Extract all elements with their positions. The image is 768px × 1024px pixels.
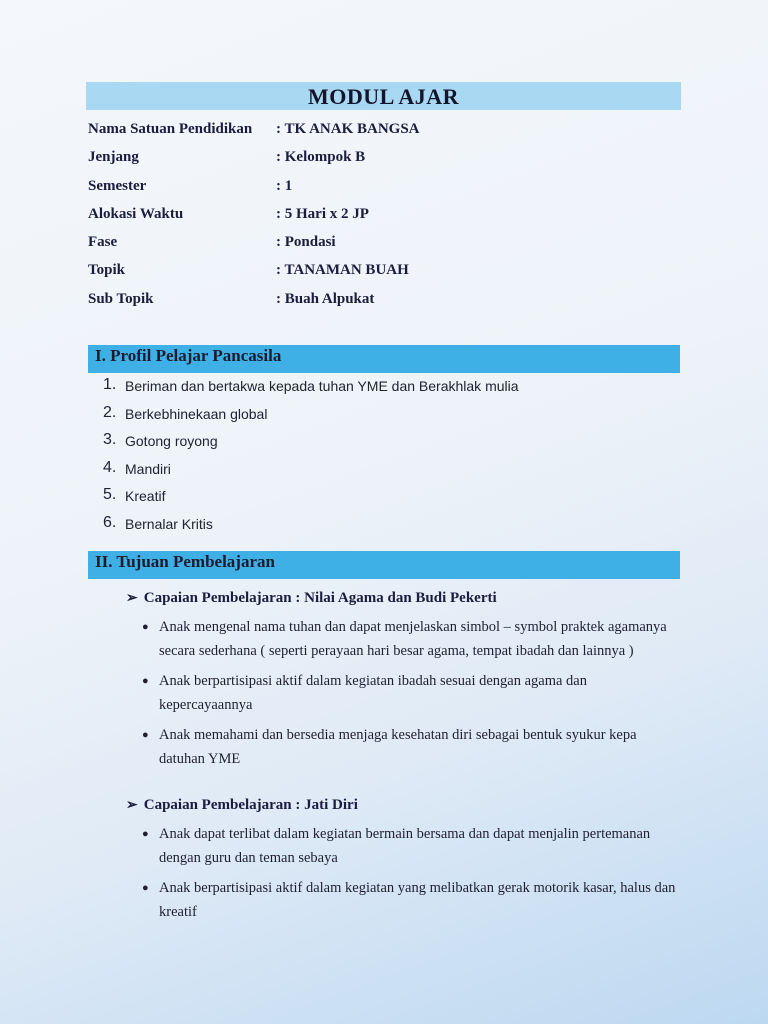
info-label: Sub Topik (88, 290, 154, 307)
info-label: Nama Satuan Pendidikan (88, 121, 253, 137)
info-value: : TANAMAN BUAH (276, 262, 409, 279)
bullet-item (142, 723, 679, 771)
bullet-text: Anak mengenal nama tuhan dan dapat menjelaskan simbol – symbol praktek agamanya secara sederhana ( seperti perayaan hari besar agama, tempat ibadah dan lainnya ) (159, 619, 667, 659)
capaian-label: Capaian Pembelajaran : Nilai Agama dan Budi Pekerti (143, 590, 497, 606)
list-number: 2. (103, 403, 117, 421)
section-heading-profil: I. Profil Pelajar Pancasila (88, 345, 680, 373)
list-number: 3. (103, 431, 117, 449)
info-label: Jenjang (88, 149, 139, 166)
bullet-text: Anak berpartisipasi aktif dalam kegiatan ibadah sesuai dengan agama dan kepercayaannya (159, 673, 587, 713)
bullet-dot-icon: ● (142, 675, 149, 687)
info-value: : 5 Hari x 2 JP (276, 205, 369, 222)
info-label: Alokasi Waktu (88, 205, 184, 222)
info-label: Fase (88, 234, 118, 251)
info-value: : Pondasi (276, 234, 336, 251)
bullet-text: Anak dapat terlibat dalam kegiatan bermain bersama dan dapat menjalin pertemanan dengan guru dan teman sebaya (159, 826, 651, 866)
list-text: Beriman dan bertakwa kepada tuhan YME dan Berakhlak mulia (125, 378, 519, 394)
info-value: : Buah Alpukat (276, 290, 375, 307)
bullet-item (142, 669, 679, 717)
section-heading-tujuan: II. Tujuan Pembelajaran (88, 551, 680, 579)
list-text: Gotong royong (125, 433, 218, 450)
list-text: Mandiri (125, 460, 171, 477)
module-title: MODUL AJAR (86, 82, 681, 110)
arrow-bullet-icon: ➢ (126, 591, 138, 606)
list-text: Berkebhinekaan global (125, 405, 268, 422)
arrow-bullet-icon: ➢ (126, 798, 138, 813)
capaian-bullets (142, 822, 679, 930)
bullet-dot-icon: ● (142, 621, 149, 633)
bullet-item (142, 822, 679, 870)
bullet-text: Anak berpartisipasi aktif dalam kegiatan yang melibatkan gerak motorik kasar, halus dan kreatif (159, 880, 676, 920)
list-number: 4. (103, 458, 117, 476)
info-value: : TK ANAK BANGSA (276, 121, 420, 137)
capaian-label: Capaian Pembelajaran : Jati Diri (143, 797, 358, 813)
bullet-item (142, 615, 679, 663)
capaian-heading (126, 797, 358, 814)
bullet-dot-icon: ● (142, 828, 149, 840)
bullet-text: Anak memahami dan bersedia menjaga kesehatan diri sebagai bentuk syukur kepa datuhan YME (159, 727, 637, 767)
list-text: Kreatif (125, 488, 166, 505)
info-label: Semester (88, 177, 147, 194)
info-value: : Kelompok B (276, 149, 366, 166)
bullet-dot-icon: ● (142, 729, 149, 741)
info-label: Topik (88, 262, 125, 279)
bullet-dot-icon: ● (142, 882, 149, 894)
capaian-heading (126, 590, 497, 607)
info-value: : 1 (276, 177, 293, 194)
bullet-item (142, 876, 679, 924)
capaian-bullets (142, 615, 679, 777)
list-number: 6. (103, 513, 117, 531)
list-number: 5. (103, 486, 117, 504)
list-text: Bernalar Kritis (125, 515, 213, 532)
list-number: 1. (103, 376, 117, 393)
